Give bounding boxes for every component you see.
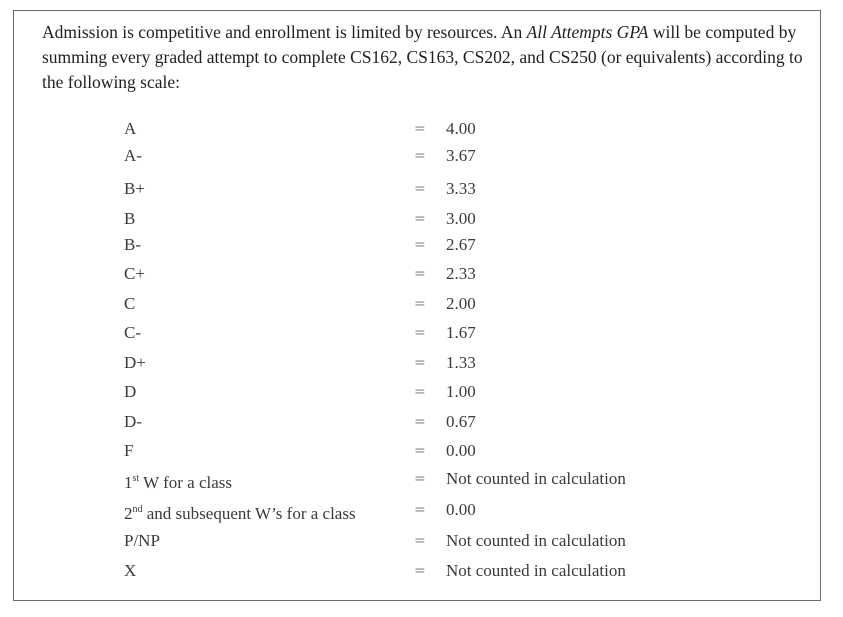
grade-label-rest: and subsequent W’s for a class — [142, 504, 356, 523]
scale-row — [14, 262, 820, 286]
scale-row — [14, 529, 820, 553]
grade-label: P/NP — [124, 531, 160, 550]
document-box — [13, 10, 821, 601]
grade-label: D — [124, 382, 137, 401]
equals-sign: = — [414, 502, 426, 518]
grade-label: A- — [124, 146, 142, 165]
scale-row — [14, 292, 820, 316]
grade-value: 0.67 — [446, 412, 476, 431]
grade-label: F — [124, 441, 134, 460]
grade-label: B+ — [124, 179, 145, 198]
grade-value: Not counted in calculation — [446, 561, 626, 580]
grade-label: A — [124, 119, 137, 138]
grade-ordinal-number: 2 — [124, 504, 133, 523]
grade-value: 1.33 — [446, 353, 476, 372]
grade-value: Not counted in calculation — [446, 469, 626, 488]
equals-sign: = — [414, 443, 426, 459]
equals-sign: = — [414, 148, 426, 164]
equals-sign: = — [414, 471, 426, 487]
grade-label-rest: W for a class — [139, 473, 233, 492]
grade-value: Not counted in calculation — [446, 531, 626, 550]
grade-value: 2.67 — [446, 235, 476, 254]
equals-sign: = — [414, 181, 426, 197]
equals-sign: = — [414, 266, 426, 282]
equals-sign: = — [414, 237, 426, 253]
equals-sign: = — [414, 533, 426, 549]
scale-row — [14, 471, 820, 495]
scale-row — [14, 439, 820, 463]
scale-row — [14, 410, 820, 434]
grade-label: C — [124, 294, 136, 313]
grade-label: B- — [124, 235, 141, 254]
equals-sign: = — [414, 296, 426, 312]
grade-label — [124, 471, 232, 495]
grade-value: 3.33 — [446, 179, 476, 198]
scale-row — [14, 177, 820, 201]
intro-text-before: Admission is competitive and enrollment is limited by resources. An — [42, 22, 527, 42]
grade-value: 2.00 — [446, 294, 476, 313]
scale-row — [14, 233, 820, 257]
grade-value: 3.00 — [446, 209, 476, 228]
grade-ordinal-suffix: nd — [132, 504, 143, 515]
grade-value: 0.00 — [446, 500, 476, 519]
scale-row — [14, 559, 820, 583]
scale-row — [14, 207, 820, 231]
scale-row — [14, 321, 820, 345]
equals-sign: = — [414, 325, 426, 341]
grade-label: C- — [124, 323, 141, 342]
equals-sign: = — [414, 414, 426, 430]
grade-value: 0.00 — [446, 441, 476, 460]
intro-emphasis: All Attempts GPA — [526, 22, 649, 42]
grade-value: 2.33 — [446, 264, 476, 283]
equals-sign: = — [414, 563, 426, 579]
grade-ordinal-suffix: st — [132, 473, 140, 484]
equals-sign: = — [414, 355, 426, 371]
grade-label: D+ — [124, 353, 146, 372]
grade-label: C+ — [124, 264, 145, 283]
equals-sign: = — [414, 211, 426, 227]
grade-label: X — [124, 561, 137, 580]
scale-row — [14, 117, 820, 141]
intro-text-after: will be computed by summing every graded attempt to complete CS162, CS163, CS202, and CS250 (or equivalents) according to the following scale: — [42, 22, 803, 92]
scale-row — [14, 351, 820, 375]
intro-paragraph — [42, 20, 812, 95]
grade-value: 3.67 — [446, 146, 476, 165]
equals-sign: = — [414, 121, 426, 137]
grade-label: B — [124, 209, 136, 228]
scale-row — [14, 144, 820, 168]
scale-row — [14, 380, 820, 404]
grade-label — [124, 502, 356, 526]
grade-ordinal-number: 1 — [124, 473, 133, 492]
grade-value: 4.00 — [446, 119, 476, 138]
equals-sign: = — [414, 384, 426, 400]
grade-value: 1.00 — [446, 382, 476, 401]
scale-row — [14, 502, 820, 526]
grade-label: D- — [124, 412, 142, 431]
grade-value: 1.67 — [446, 323, 476, 342]
